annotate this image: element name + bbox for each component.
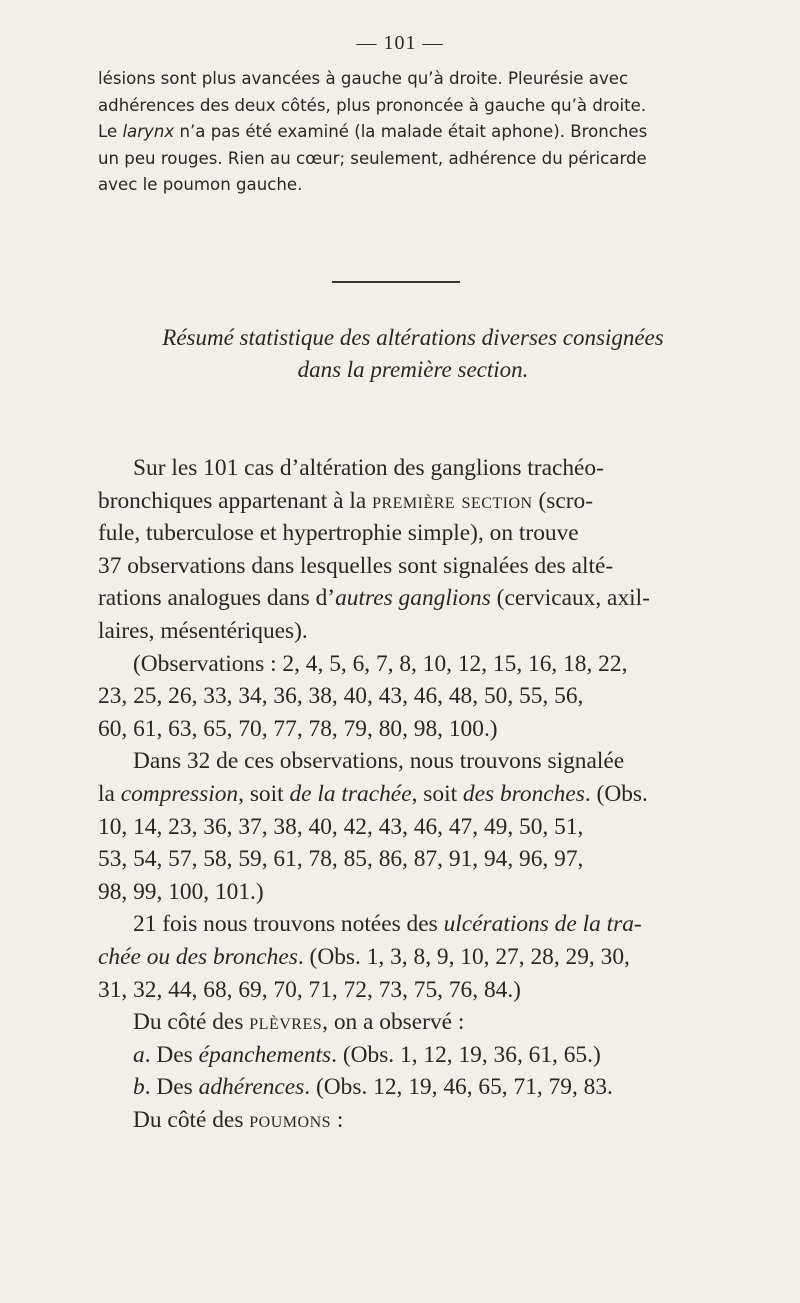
body-line: la compression, soit de la trachée, soit des bronches. (Obs.	[98, 780, 648, 807]
heading-line-1: Résumé statistique des altérations diverses consignées	[162, 325, 664, 350]
body-line: 31, 32, 44, 68, 69, 70, 71, 72, 73, 75, 76, 84.)	[98, 976, 521, 1003]
body-line: 60, 61, 63, 65, 70, 77, 78, 79, 80, 98, 100.)	[98, 715, 498, 742]
intro-line: avec le poumon gauche.	[98, 175, 303, 194]
body-line: laires, mésentériques).	[98, 617, 308, 644]
body-line: chée ou des bronches. (Obs. 1, 3, 8, 9, 10, 27, 28, 29, 30,	[98, 943, 630, 970]
body-line: b. Des adhérences. (Obs. 12, 19, 46, 65, 71, 79, 83.	[133, 1074, 613, 1101]
body-line: 37 observations dans lesquelles sont signalées des alté-	[98, 552, 614, 579]
body-paragraphs	[98, 452, 730, 1136]
intro-line: un peu rouges. Rien au cœur; seulement, adhérence du péricarde	[98, 148, 647, 168]
intro-line: adhérences des deux côtés, plus prononcée à gauche qu’à droite.	[98, 95, 647, 115]
section-divider	[332, 281, 460, 283]
page-number: — 101 —	[356, 32, 444, 54]
body-line: Dans 32 de ces observations, nous trouvons signalée	[133, 748, 625, 775]
intro-line: lésions sont plus avancées à gauche qu’à droite. Pleurésie avec	[98, 69, 629, 88]
section-heading	[98, 322, 728, 386]
body-line: 10, 14, 23, 36, 37, 38, 40, 42, 43, 46, 47, 49, 50, 51,	[98, 813, 584, 840]
body-line: fule, tuberculose et hypertrophie simple), on trouve	[98, 520, 579, 547]
body-line: 53, 54, 57, 58, 59, 61, 78, 85, 86, 87, 91, 94, 96, 97,	[98, 846, 584, 873]
body-line: (Observations : 2, 4, 5, 6, 7, 8, 10, 12, 15, 16, 18, 22,	[133, 650, 628, 677]
intro-paragraph	[98, 66, 728, 199]
intro-line: Le larynx n’a pas été examiné (la malade était aphone). Bronches	[98, 122, 648, 141]
body-line: a. Des épanchements. (Obs. 1, 12, 19, 36, 61, 65.)	[133, 1041, 601, 1068]
body-line: Du côté des poumons :	[133, 1106, 344, 1133]
body-line: 98, 99, 100, 101.)	[98, 878, 264, 905]
body-line: bronchiques appartenant à la première section (scro-	[98, 487, 594, 514]
body-line: Du côté des plèvres, on a observé :	[133, 1009, 465, 1036]
body-line: 21 fois nous trouvons notées des ulcérations de la tra-	[133, 911, 642, 938]
body-line: Sur les 101 cas d’altération des ganglions trachéo-	[133, 455, 604, 481]
heading-line-2: dans la première section.	[297, 357, 529, 382]
body-line: rations analogues dans d’autres ganglions (cervicaux, axil-	[98, 585, 650, 612]
body-line: 23, 25, 26, 33, 34, 36, 38, 40, 43, 46, 48, 50, 55, 56,	[98, 683, 584, 710]
